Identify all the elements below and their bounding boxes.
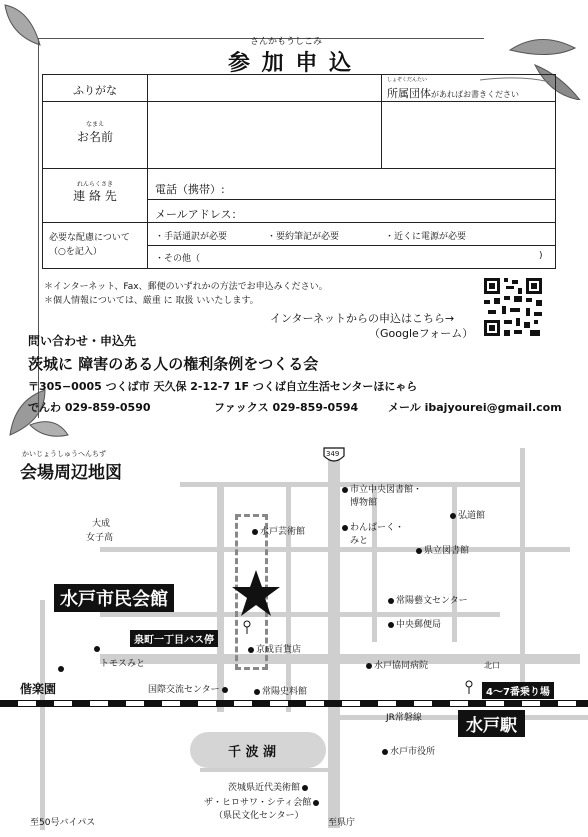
place-hirosawa-sub: （県民文化センター）: [214, 811, 304, 821]
road-diagonal-left: [40, 600, 45, 830]
leaf-decoration-bottom-left: [0, 385, 70, 445]
option-other-close: ): [539, 251, 543, 261]
option-other[interactable]: ・その他（: [155, 254, 201, 264]
place-hirosawa: ザ・ヒロサワ・シティ会館: [204, 795, 321, 808]
place-keisei: 京成百貨店: [246, 642, 301, 655]
contact-ruby: れんらくさき: [76, 181, 113, 188]
direction-prefectural-office: 至県庁: [328, 818, 356, 828]
place-modern-art: 茨城県近代美術館: [228, 780, 310, 793]
internet-line-1[interactable]: インターネットからの申込はこちら→: [270, 312, 455, 325]
contact-phone: でんわ 029-859-0590: [28, 401, 151, 414]
note-line-2: ＊個人情報については、厳重 に 取扱 いいたします。: [44, 296, 259, 306]
furigana-input[interactable]: [149, 77, 379, 99]
place-library-line2: 博物館: [350, 498, 378, 508]
station-label[interactable]: 水戸駅: [458, 710, 525, 737]
place-pref-library: 県立図書館: [414, 543, 469, 556]
road-horizontal-a: [100, 547, 570, 552]
place-kokusai: 国際交流センター: [148, 682, 230, 695]
place-kairakuen-dot: [56, 664, 66, 674]
place-jouyou-geibun: 常陽藝文センター: [386, 593, 468, 606]
contact-address: 〒305−0005 つくば市 天久保 2-12-7 1F つくば自立生活センターほにゃら: [28, 380, 418, 393]
affiliation-input[interactable]: [383, 103, 553, 166]
road-vertical-mid: [286, 482, 291, 712]
accommodation-label-line2: （○を記入）: [49, 247, 102, 257]
leaf-decoration-top-left: [0, 0, 50, 60]
option-summary-writing[interactable]: ・要約筆記が必要: [267, 232, 340, 242]
internet-line-2[interactable]: （Googleフォーム）: [369, 327, 474, 340]
form-title: 参 加 申 込: [228, 51, 353, 76]
contact-mail[interactable]: メール ibajyourei@gmail.com: [388, 401, 562, 414]
road-vertical-far-right: [452, 482, 457, 642]
lake-label: 千 波 湖: [228, 745, 277, 760]
place-post-office: 中央郵便局: [386, 617, 441, 630]
direction-bypass: 至50号バイパス: [30, 818, 96, 828]
place-library: 市立中央図書館・: [340, 482, 422, 495]
accommodation-label-line1: 必要な配慮について: [49, 233, 130, 243]
venue-star-icon: [230, 568, 282, 618]
bus-stop-icon: [242, 620, 252, 634]
phone-label[interactable]: 電話（携帯）:: [155, 183, 225, 196]
place-kodokan: 弘道館: [448, 508, 485, 521]
bus-stop-label[interactable]: 泉町一丁目バス停: [130, 630, 218, 647]
place-wanpaku-line2: みと: [350, 536, 369, 546]
option-sign-language[interactable]: ・手話通訳が必要: [155, 232, 228, 242]
place-wanpaku: わんぱーく・: [340, 520, 404, 533]
railway-line: [0, 700, 588, 707]
contact-label: 連 絡 先: [73, 189, 117, 203]
road-horizontal-c: [100, 654, 580, 664]
road-vertical-left: [217, 482, 224, 712]
email-label[interactable]: メールアドレス：: [155, 208, 243, 221]
contact-header: 問い合わせ・申込先: [28, 334, 137, 348]
road-vertical-east: [520, 448, 525, 688]
name-label: お名前: [76, 130, 113, 144]
map-title: 会場周辺地図: [20, 463, 122, 483]
map-title-ruby: かいじょうしゅうへんちず: [22, 450, 106, 458]
road-horizontal-bottom: [200, 768, 330, 772]
place-tomos: トモスみと: [100, 659, 146, 669]
place-joyo-museum: 常陽史料館: [252, 684, 307, 697]
place-kyodo-hospital: 水戸協同病院: [364, 658, 428, 671]
place-taisei: 大成: [92, 519, 111, 529]
name-ruby: なまえ: [85, 121, 104, 128]
form-title-ruby: さんかもうしこみ: [250, 37, 323, 47]
bus-platform-label[interactable]: 4〜7番乗り場: [482, 682, 554, 699]
place-city-hall: 水戸市役所: [380, 744, 435, 757]
qr-code-icon[interactable]: [482, 276, 544, 338]
affiliation-note: があればお書きください: [431, 90, 519, 99]
place-kairakuen: 偕楽園: [20, 682, 57, 696]
application-form-table: [42, 74, 556, 269]
name-input[interactable]: [149, 103, 379, 166]
venue-label[interactable]: 水戸市民会館: [54, 584, 174, 612]
affiliation-ruby: しょぞくだんたい: [387, 77, 428, 83]
contact-org: 茨城に 障害のある人の権利条例をつくる会: [28, 355, 319, 373]
affiliation-label-group: [387, 77, 519, 100]
contact-fax: ファックス 029-859-0594: [214, 401, 359, 414]
rail-line-label: JR常磐線: [386, 713, 422, 723]
place-taisei-line2: 女子高: [86, 533, 114, 543]
north-exit-label: 北口: [484, 661, 500, 670]
route-number: 349: [326, 450, 340, 458]
affiliation-label: 所属団体: [387, 87, 431, 100]
bus-platform-icon: [464, 680, 474, 694]
place-art-tower: 水戸芸術館: [250, 524, 305, 537]
furigana-label: ふりがな: [73, 84, 117, 97]
note-line-1: ＊インターネット、Fax、郵便のいずれかの方法でお申込みください。: [44, 282, 328, 292]
place-tomos-dot: [92, 644, 102, 654]
option-power-outlet[interactable]: ・近くに電源が必要: [385, 232, 467, 242]
